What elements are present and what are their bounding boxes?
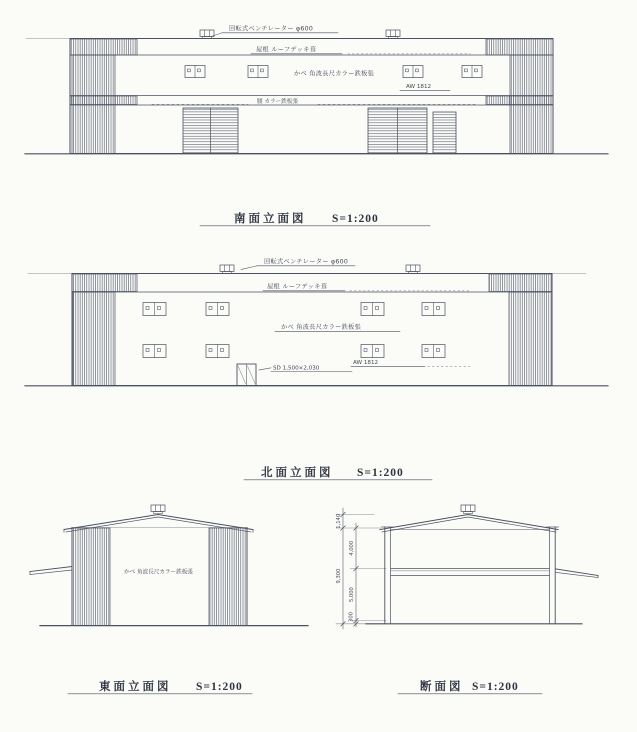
corrugated-pilaster-left (73, 292, 115, 386)
roof-chord-top (380, 515, 558, 530)
waist-finish-label: 腰 カラー鉄板張 (257, 99, 298, 105)
leader-line (259, 368, 271, 370)
leader-line (241, 266, 257, 270)
title-north (244, 465, 432, 480)
door-mark-label: SD 1,500×2,030 (273, 365, 320, 372)
view-scale: S=1:200 (196, 681, 243, 693)
leader-line (211, 33, 222, 37)
ventilator-label: 回転式ベンチレーター φ600 (229, 25, 314, 33)
dimension-chain (336, 508, 386, 629)
dim-upper-wall: 4,000 (349, 540, 355, 556)
canopy (556, 569, 598, 578)
view-east-elevation (30, 505, 308, 694)
dim-base: 300 (348, 612, 355, 622)
corrugated-fascia-right (489, 274, 552, 292)
view-scale: S=1:200 (332, 213, 379, 225)
view-title: 断面図 (420, 681, 464, 693)
corrugated-pilaster-right (509, 292, 552, 386)
ventilator-label: 回転式ベンチレーター φ600 (264, 258, 349, 266)
waist-corrugation-right (486, 96, 553, 105)
dim-ridge-height: 1,140 (336, 513, 342, 529)
corrugated-siding-right (209, 528, 247, 626)
view-south-elevation (25, 25, 608, 226)
corrugated-fascia-left (70, 39, 137, 55)
mezzanine-floor (391, 569, 549, 576)
shutter-door (433, 112, 456, 154)
title-east (68, 679, 252, 694)
view-title: 南面立面図 (234, 213, 307, 225)
view-scale: S=1:200 (472, 681, 519, 693)
corrugated-siding-left (72, 528, 110, 626)
view-scale: S=1:200 (357, 467, 404, 479)
canopy (30, 567, 72, 575)
view-section (336, 505, 598, 694)
wall-finish-label: かべ 角波長尺カラー鉄板張 (294, 70, 375, 78)
steel-door-sd (237, 364, 256, 386)
title-south (200, 211, 430, 226)
window-mark-label: AW 1812 (406, 84, 432, 90)
window-mark-label: AW 1812 (353, 360, 379, 366)
waist-corrugation-left (70, 96, 137, 105)
roof-finish-label: 屋根 ルーフデッキ葺 (256, 46, 317, 54)
view-title: 東面立面図 (99, 681, 172, 693)
title-section (398, 679, 542, 694)
dim-lower-wall: 5,000 (349, 587, 355, 603)
building-outline (70, 39, 553, 154)
wall-finish-label: かべ 角波長尺カラー鉄板張 (281, 324, 362, 331)
shutter-door (368, 108, 427, 154)
shutter-door (183, 108, 238, 154)
corrugated-fascia-right (486, 39, 553, 55)
corrugated-fascia-left (72, 274, 137, 292)
roof-finish-label: 屋根 ルーフデッキ葺 (267, 283, 328, 291)
view-title: 北面立面図 (261, 467, 334, 479)
wall-finish-label: かべ 角波長尺カラー鉄板張 (124, 569, 193, 576)
dim-overall-height: 9,300 (336, 568, 342, 584)
view-north-elevation (25, 258, 608, 480)
